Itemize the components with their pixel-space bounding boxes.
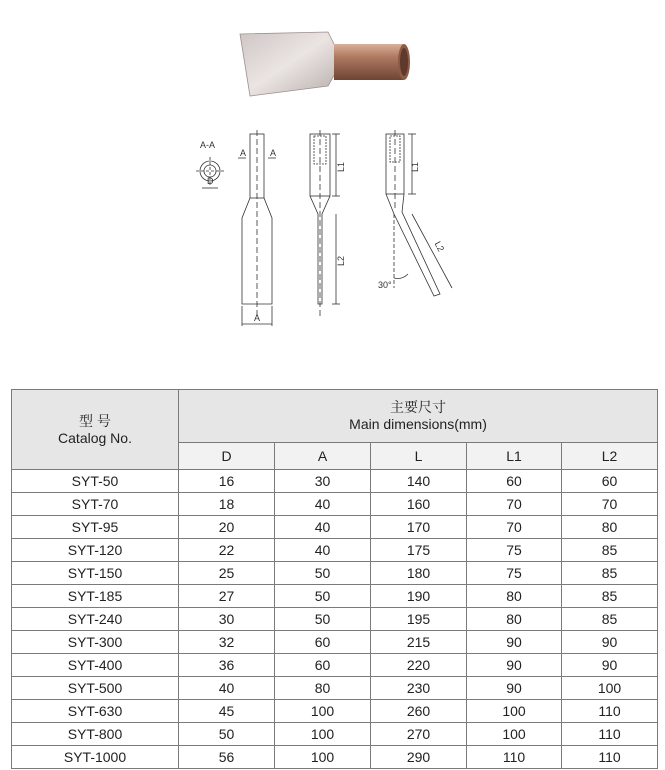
section-mark-left: A [240, 148, 247, 158]
column-header-a: A [275, 443, 371, 470]
cell-l2: 110 [562, 746, 658, 769]
cell-l2: 85 [562, 562, 658, 585]
cell-l1: 75 [467, 562, 562, 585]
cell-l2: 70 [562, 493, 658, 516]
cell-l2: 85 [562, 539, 658, 562]
l1-label-side: L1 [336, 161, 346, 172]
cell-l2: 90 [562, 631, 658, 654]
cell-a: 80 [275, 677, 371, 700]
cell-d: 36 [179, 654, 275, 677]
cell-a: 100 [275, 700, 371, 723]
cell-l: 195 [371, 608, 467, 631]
cell-d: 25 [179, 562, 275, 585]
table-row [12, 562, 658, 585]
cell-a: 50 [275, 608, 371, 631]
side-view [310, 130, 346, 318]
cell-model: SYT-300 [12, 631, 179, 654]
table-row [12, 608, 658, 631]
table-row [12, 700, 658, 723]
cell-l1: 110 [467, 746, 562, 769]
column-header-l1: L1 [467, 443, 562, 470]
table-row [12, 493, 658, 516]
table-body [12, 470, 658, 769]
cell-model: SYT-1000 [12, 746, 179, 769]
cell-model: SYT-95 [12, 516, 179, 539]
cell-l2: 80 [562, 516, 658, 539]
cell-l2: 110 [562, 700, 658, 723]
cell-model: SYT-185 [12, 585, 179, 608]
column-header-d: D [179, 443, 275, 470]
cell-l1: 70 [467, 493, 562, 516]
section-mark-right: A [270, 148, 277, 158]
cell-l2: 100 [562, 677, 658, 700]
d-label-section: D [207, 176, 214, 186]
cell-l1: 90 [467, 677, 562, 700]
table-row [12, 654, 658, 677]
cell-d: 40 [179, 677, 275, 700]
cell-d: 27 [179, 585, 275, 608]
cell-l1: 100 [467, 723, 562, 746]
cell-model: SYT-50 [12, 470, 179, 493]
cell-l1: 75 [467, 539, 562, 562]
dimensions-table [11, 389, 658, 769]
cell-l: 190 [371, 585, 467, 608]
cell-l: 260 [371, 700, 467, 723]
cell-l1: 80 [467, 608, 562, 631]
cell-l: 215 [371, 631, 467, 654]
cell-model: SYT-630 [12, 700, 179, 723]
cell-d: 30 [179, 608, 275, 631]
cell-a: 40 [275, 516, 371, 539]
table-row [12, 677, 658, 700]
cell-a: 60 [275, 654, 371, 677]
cell-a: 50 [275, 585, 371, 608]
model-header-en: Catalog No. [58, 429, 132, 446]
cell-a: 30 [275, 470, 371, 493]
cell-a: 40 [275, 493, 371, 516]
cell-l1: 60 [467, 470, 562, 493]
cell-l2: 110 [562, 723, 658, 746]
cell-l: 220 [371, 654, 467, 677]
table-row [12, 631, 658, 654]
column-header-l: L [371, 443, 467, 470]
cell-model: SYT-70 [12, 493, 179, 516]
l2-label-side: L2 [336, 255, 346, 266]
cell-d: 18 [179, 493, 275, 516]
l1-label-bent: L1 [410, 161, 420, 172]
cell-a: 60 [275, 631, 371, 654]
table-row [12, 516, 658, 539]
cell-d: 20 [179, 516, 275, 539]
model-header-cn: 型 号 [79, 412, 111, 429]
table-row [12, 585, 658, 608]
cell-a: 100 [275, 746, 371, 769]
angle-label: 30° [378, 280, 392, 290]
cell-l: 175 [371, 539, 467, 562]
l2-label-bent: L2 [432, 239, 447, 254]
table-row [12, 723, 658, 746]
cell-l2: 85 [562, 608, 658, 631]
model-header [12, 390, 179, 470]
column-header-l2: L2 [562, 443, 658, 470]
cell-d: 56 [179, 746, 275, 769]
cell-l: 230 [371, 677, 467, 700]
cell-a: 50 [275, 562, 371, 585]
section-view [196, 140, 224, 188]
cell-model: SYT-400 [12, 654, 179, 677]
front-view [238, 130, 276, 326]
cell-l1: 90 [467, 654, 562, 677]
cell-l: 160 [371, 493, 467, 516]
cell-l2: 60 [562, 470, 658, 493]
cell-model: SYT-240 [12, 608, 179, 631]
a-dimension-label: A [254, 313, 261, 323]
cell-l1: 90 [467, 631, 562, 654]
dimensions-header-en: Main dimensions(mm) [349, 416, 487, 432]
cell-d: 45 [179, 700, 275, 723]
dimensions-header-cn: 主要尺寸 [390, 399, 447, 415]
cell-l: 180 [371, 562, 467, 585]
cell-l1: 100 [467, 700, 562, 723]
table-row [12, 539, 658, 562]
table-row [12, 470, 658, 493]
cell-l: 290 [371, 746, 467, 769]
bent-view [378, 130, 452, 296]
cell-model: SYT-500 [12, 677, 179, 700]
cell-model: SYT-120 [12, 539, 179, 562]
cell-l2: 85 [562, 585, 658, 608]
cell-l: 270 [371, 723, 467, 746]
cell-a: 40 [275, 539, 371, 562]
cell-d: 16 [179, 470, 275, 493]
technical-drawings [190, 128, 490, 338]
cell-d: 22 [179, 539, 275, 562]
cell-model: SYT-150 [12, 562, 179, 585]
product-photo [236, 22, 418, 102]
cell-d: 32 [179, 631, 275, 654]
cell-l: 170 [371, 516, 467, 539]
table-row [12, 746, 658, 769]
cell-l1: 70 [467, 516, 562, 539]
cell-model: SYT-800 [12, 723, 179, 746]
section-label: A-A [200, 140, 216, 150]
cell-d: 50 [179, 723, 275, 746]
cell-l2: 90 [562, 654, 658, 677]
cell-l1: 80 [467, 585, 562, 608]
cell-l: 140 [371, 470, 467, 493]
dimensions-header [179, 390, 658, 443]
cell-a: 100 [275, 723, 371, 746]
